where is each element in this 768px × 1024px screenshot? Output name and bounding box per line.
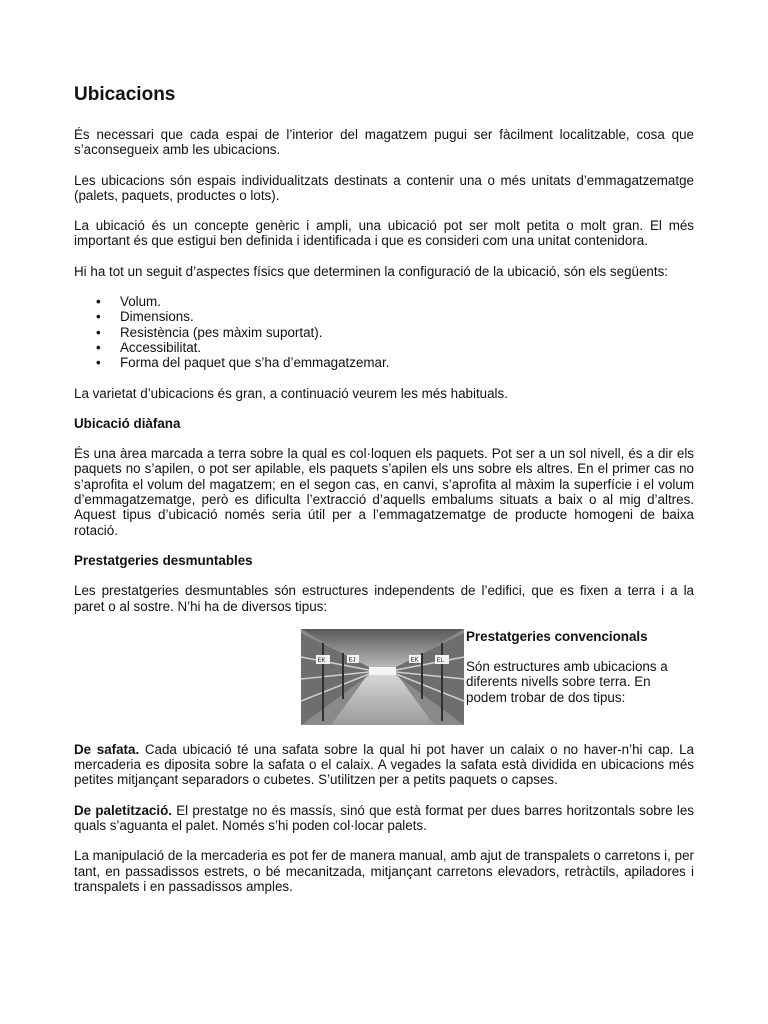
figure-caption [466, 629, 694, 705]
warehouse-shelves-illustration [301, 629, 464, 725]
list-item-text: Forma del paquet que s’ha d’emmagatzemar. [120, 355, 390, 371]
figure-row [74, 629, 694, 725]
paletitzacio-label: De paletització. [74, 802, 172, 818]
bullet-icon: • [96, 324, 101, 340]
figure-title: Prestatgeries convencionals [466, 628, 648, 644]
paragraph-concept: La ubicació és un concepte genèric i ampli, una ubicació pot ser molt petita o molt gran. El més important és que estigui ben definida i identificada i que es consideri com una unitat contenidora. [74, 218, 694, 249]
paragraph-prestatgeries: Les prestatgeries desmuntables són estructures independents de l’edifici, que es fixen a terra i a la paret o al sostre. N’hi ha de diversos tipus: [74, 583, 694, 614]
shelf-label: EL [436, 657, 444, 664]
list-item-text: Accessibilitat. [120, 339, 202, 355]
paragraph-manipulacio: La manipulació de la mercaderia es pot fer de manera manual, amb ajut de transpalets o carretons i, per tant, en passadissos estrets, o bé mecanitzada, mitjançant carretons elevadors, retràctils, apiladores i transpalets i en passadissos amples. [74, 848, 694, 894]
paragraph-paletitzacio [74, 803, 694, 834]
list-item-text: Volum. [120, 294, 161, 310]
bullet-icon: • [96, 309, 101, 325]
document-content [74, 84, 694, 909]
paragraph-definition: Les ubicacions són espais individualitzats destinats a contenir una o més unitats d’emmagatzematge (palets, paquets, productes o lots). [74, 172, 694, 203]
list-item [74, 340, 694, 355]
bullet-icon: • [96, 355, 101, 371]
safata-label: De safata. [74, 741, 140, 757]
shelf-label: EJ [348, 657, 356, 664]
paletitzacio-text: El prestatge no és massís, sinó que està format per dues barres horitzontals sobre les quals s’aguanta el palet. Només s’hi poden col·locar palets. [74, 802, 695, 834]
figure-description: Són estructures amb ubicacions a diferents nivells sobre terra. En podem trobar de dos tipus: [466, 659, 668, 705]
warehouse-shelves-photo [301, 629, 464, 725]
heading-diafana: Ubicació diàfana [74, 415, 181, 431]
paragraph-aspects: Hi ha tot un seguit d’aspectes físics que determinen la configuració de la ubicació, són els següents: [74, 263, 669, 279]
list-item [74, 294, 694, 309]
heading-prestatgeries: Prestatgeries desmuntables [74, 552, 253, 568]
shelf-label: EK [317, 657, 326, 664]
aspects-list [74, 294, 694, 370]
bullet-icon: • [96, 294, 101, 310]
list-item-text: Dimensions. [120, 309, 194, 325]
list-item [74, 325, 694, 340]
page-title: Ubicacions [74, 84, 176, 105]
safata-text: Cada ubicació té una safata sobre la qual hi pot haver un calaix o no haver-n’hi cap. La mercaderia es diposita sobre la safata o el calaix. A vegades la safata està dividida en ubicacions més petites mitjançant separadors o cubetes. S’utilitzen per a petits paquets o capses. [74, 741, 695, 788]
paragraph-intro: És necessari que cada espai de l’interior del magatzem pugui ser fàcilment localitzable, cosa que s’aconsegueix amb les ubicacions. [74, 127, 694, 158]
list-item [74, 355, 694, 370]
shelf-label: EK [410, 657, 419, 664]
paragraph-safata [74, 742, 694, 788]
paragraph-diafana: És una àrea marcada a terra sobre la qual es col·loquen els paquets. Pot ser a un sol nivell, és a dir els paquets no s’apilen, o pot ser apilable, els paquets s’apilen els uns sobre els altres. En el primer cas no s’aprofita el volum del magatzem; en el segon cas, en canvi, s’aprofita al màxim la superfície i el volum d’emmagatzematge, però es dificulta l’extracció d’aquells embalums situats a baix o al mig d’altres. Aquest tipus d’ubicació només seria útil per a l’emmagatzematge de producte homogeni de baixa rotació. [74, 446, 694, 538]
list-item-text: Resistència (pes màxim suportat). [120, 324, 323, 340]
list-item [74, 309, 694, 324]
bullet-icon: • [96, 339, 101, 355]
paragraph-variety: La varietat d’ubicacions és gran, a continuació veurem les més habituals. [74, 385, 508, 401]
